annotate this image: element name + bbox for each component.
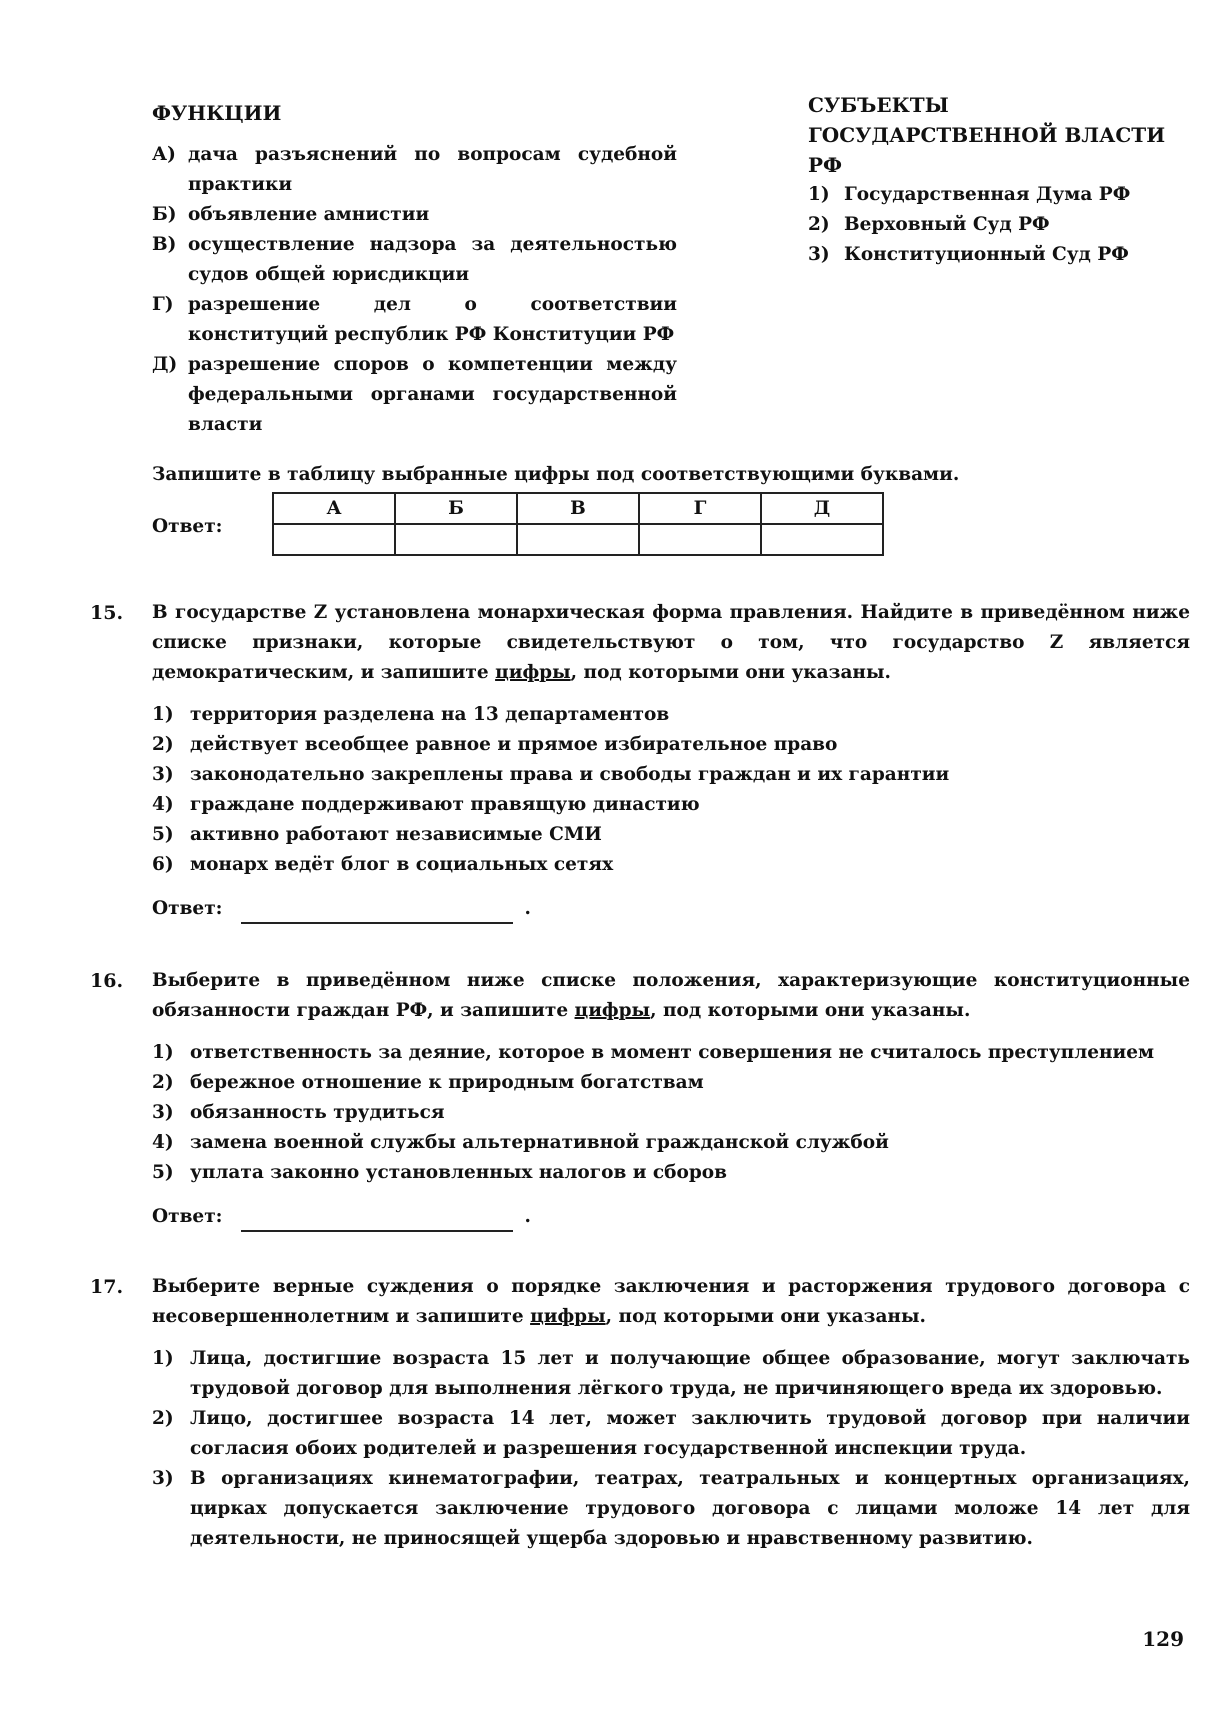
option-item <box>152 1098 1190 1128</box>
function-item <box>152 140 677 200</box>
subject-label: 1) <box>808 184 830 205</box>
subject-label: 2) <box>808 214 830 235</box>
subject-item <box>808 240 1188 270</box>
question-text-part: Выберите в приведённом ниже списке положения, характеризующие конституционные обязанности граждан РФ, и запишите <box>152 970 1190 1021</box>
page-number: 129 <box>1142 1627 1184 1651</box>
answer-table-header: Г <box>639 493 761 524</box>
option-item <box>152 850 1190 880</box>
option-text: территория разделена на 13 департаментов <box>190 704 670 725</box>
option-label: 5) <box>152 1162 174 1183</box>
function-label: В) <box>152 234 177 255</box>
subject-label: 3) <box>808 244 830 265</box>
option-text: граждане поддерживают правящую династию <box>190 794 700 815</box>
option-label: 3) <box>152 764 174 785</box>
question-number: 15. <box>90 602 124 624</box>
question-number: 17. <box>90 1276 124 1298</box>
function-item <box>152 200 677 230</box>
answer-table-header: В <box>517 493 639 524</box>
answer-cell[interactable] <box>273 524 395 555</box>
subjects-column <box>808 90 1188 270</box>
function-text: осуществление надзора за деятельностью судов общей юрисдикции <box>188 234 677 285</box>
option-item <box>152 1068 1190 1098</box>
function-text: разрешение дел о соответствии конституций республик РФ Конституции РФ <box>188 294 677 345</box>
option-label: 1) <box>152 1348 174 1369</box>
question-17 <box>90 1272 1190 1554</box>
answer-input[interactable] <box>241 902 513 924</box>
option-text: уплата законно установленных налогов и сборов <box>190 1162 727 1183</box>
answer-cell[interactable] <box>395 524 517 555</box>
answer-cell[interactable] <box>639 524 761 555</box>
functions-heading: ФУНКЦИИ <box>152 101 282 125</box>
question-number: 16. <box>90 970 124 992</box>
option-text: замена военной службы альтернативной гражданской службой <box>190 1132 889 1153</box>
subject-text: Конституционный Суд РФ <box>844 244 1129 265</box>
functions-column <box>152 98 677 440</box>
answer-label: Ответ: <box>152 1206 223 1227</box>
option-label: 2) <box>152 734 174 755</box>
option-item <box>152 760 1190 790</box>
answer-row <box>152 894 1190 924</box>
question-text <box>152 598 1190 688</box>
answer-table-header: Б <box>395 493 517 524</box>
option-text: Лица, достигшие возраста 15 лет и получающие общее образование, могут заключать трудовой договор для выполнения лёгкого труда, не причиняющего вреда их здоровью. <box>190 1348 1190 1399</box>
question-text-part: В государстве Z установлена монархическая форма правления. Найдите в приведённом ниже списке признаки, которые свидетельствуют о том, что государство Z является демократическим, и запишите <box>152 602 1190 683</box>
function-label: Д) <box>152 354 178 375</box>
option-text: активно работают независимые СМИ <box>190 824 602 845</box>
answer-table-header: Д <box>761 493 883 524</box>
question-text <box>152 1272 1190 1332</box>
question-text-part: , под которыми они указаны. <box>650 1000 971 1021</box>
option-label: 1) <box>152 1042 174 1063</box>
question-text <box>152 966 1190 1026</box>
option-item <box>152 820 1190 850</box>
option-item <box>152 700 1190 730</box>
question-text-part: , под которыми они указаны. <box>570 662 891 683</box>
option-text: действует всеобщее равное и прямое избирательное право <box>190 734 838 755</box>
answer-input[interactable] <box>241 1210 513 1232</box>
question-text-emphasis: цифры <box>574 1000 651 1021</box>
option-item <box>152 1344 1190 1404</box>
option-item <box>152 790 1190 820</box>
function-label: Г) <box>152 294 174 315</box>
subject-item <box>808 180 1188 210</box>
subjects-heading: СУБЪЕКТЫ ГОСУДАРСТВЕННОЙ ВЛАСТИ РФ <box>808 93 1166 177</box>
option-label: 3) <box>152 1468 174 1489</box>
option-text: законодательно закреплены права и свободы граждан и их гарантии <box>190 764 950 785</box>
option-item <box>152 1404 1190 1464</box>
option-item <box>152 1464 1190 1554</box>
option-text: В организациях кинематографии, театрах, театральных и концертных организациях, цирках допускается заключение трудового договора с лицами моложе 14 лет для деятельности, не приносящей ущерба здоровью и нравственному развитию. <box>190 1468 1190 1549</box>
option-item <box>152 1158 1190 1188</box>
option-item <box>152 1128 1190 1158</box>
function-item <box>152 230 677 290</box>
answer-label: Ответ: <box>152 898 223 919</box>
answer-end-mark: . <box>524 1206 531 1227</box>
option-label: 5) <box>152 824 174 845</box>
option-label: 4) <box>152 794 174 815</box>
question-16 <box>90 966 1190 1232</box>
function-item <box>152 290 677 350</box>
subject-text: Верховный Суд РФ <box>844 214 1050 235</box>
question-text-emphasis: цифры <box>530 1306 606 1327</box>
option-label: 3) <box>152 1102 174 1123</box>
answer-table-header: А <box>273 493 395 524</box>
function-item <box>152 350 677 440</box>
option-label: 2) <box>152 1408 174 1429</box>
answer-table <box>272 492 884 556</box>
question-15 <box>90 598 1190 924</box>
option-text: обязанность трудиться <box>190 1102 445 1123</box>
function-text: объявление амнистии <box>188 204 430 225</box>
question-text-part: Выберите верные суждения о порядке заключения и расторжения трудового договора с несовершеннолетним и запишите <box>152 1276 1190 1327</box>
option-label: 4) <box>152 1132 174 1153</box>
answer-label: Ответ: <box>152 516 223 537</box>
subject-item <box>808 210 1188 240</box>
option-item <box>152 1038 1190 1068</box>
question-text-part: , под которыми они указаны. <box>605 1306 926 1327</box>
question-text-emphasis: цифры <box>495 662 571 683</box>
answer-cell[interactable] <box>517 524 639 555</box>
option-text: бережное отношение к природным богатствам <box>190 1072 704 1093</box>
answer-end-mark: . <box>524 898 531 919</box>
option-text: ответственность за деяние, которое в момент совершения не считалось преступлением <box>190 1042 1155 1063</box>
function-text: разрешение споров о компетенции между федеральными органами государственной власти <box>188 354 677 435</box>
option-item <box>152 730 1190 760</box>
function-label: А) <box>152 144 176 165</box>
option-text: монарх ведёт блог в социальных сетях <box>190 854 614 875</box>
answer-row <box>152 1202 1190 1232</box>
subject-text: Государственная Дума РФ <box>844 184 1131 205</box>
answer-cell[interactable] <box>761 524 883 555</box>
option-label: 6) <box>152 854 174 875</box>
option-text: Лицо, достигшее возраста 14 лет, может заключить трудовой договор при наличии согласия обоих родителей и разрешения государственной инспекции труда. <box>190 1408 1190 1459</box>
table-instruction: Запишите в таблицу выбранные цифры под соответствующими буквами. <box>152 464 960 485</box>
function-label: Б) <box>152 204 177 225</box>
function-text: дача разъяснений по вопросам судебной практики <box>188 144 677 195</box>
option-label: 2) <box>152 1072 174 1093</box>
option-label: 1) <box>152 704 174 725</box>
